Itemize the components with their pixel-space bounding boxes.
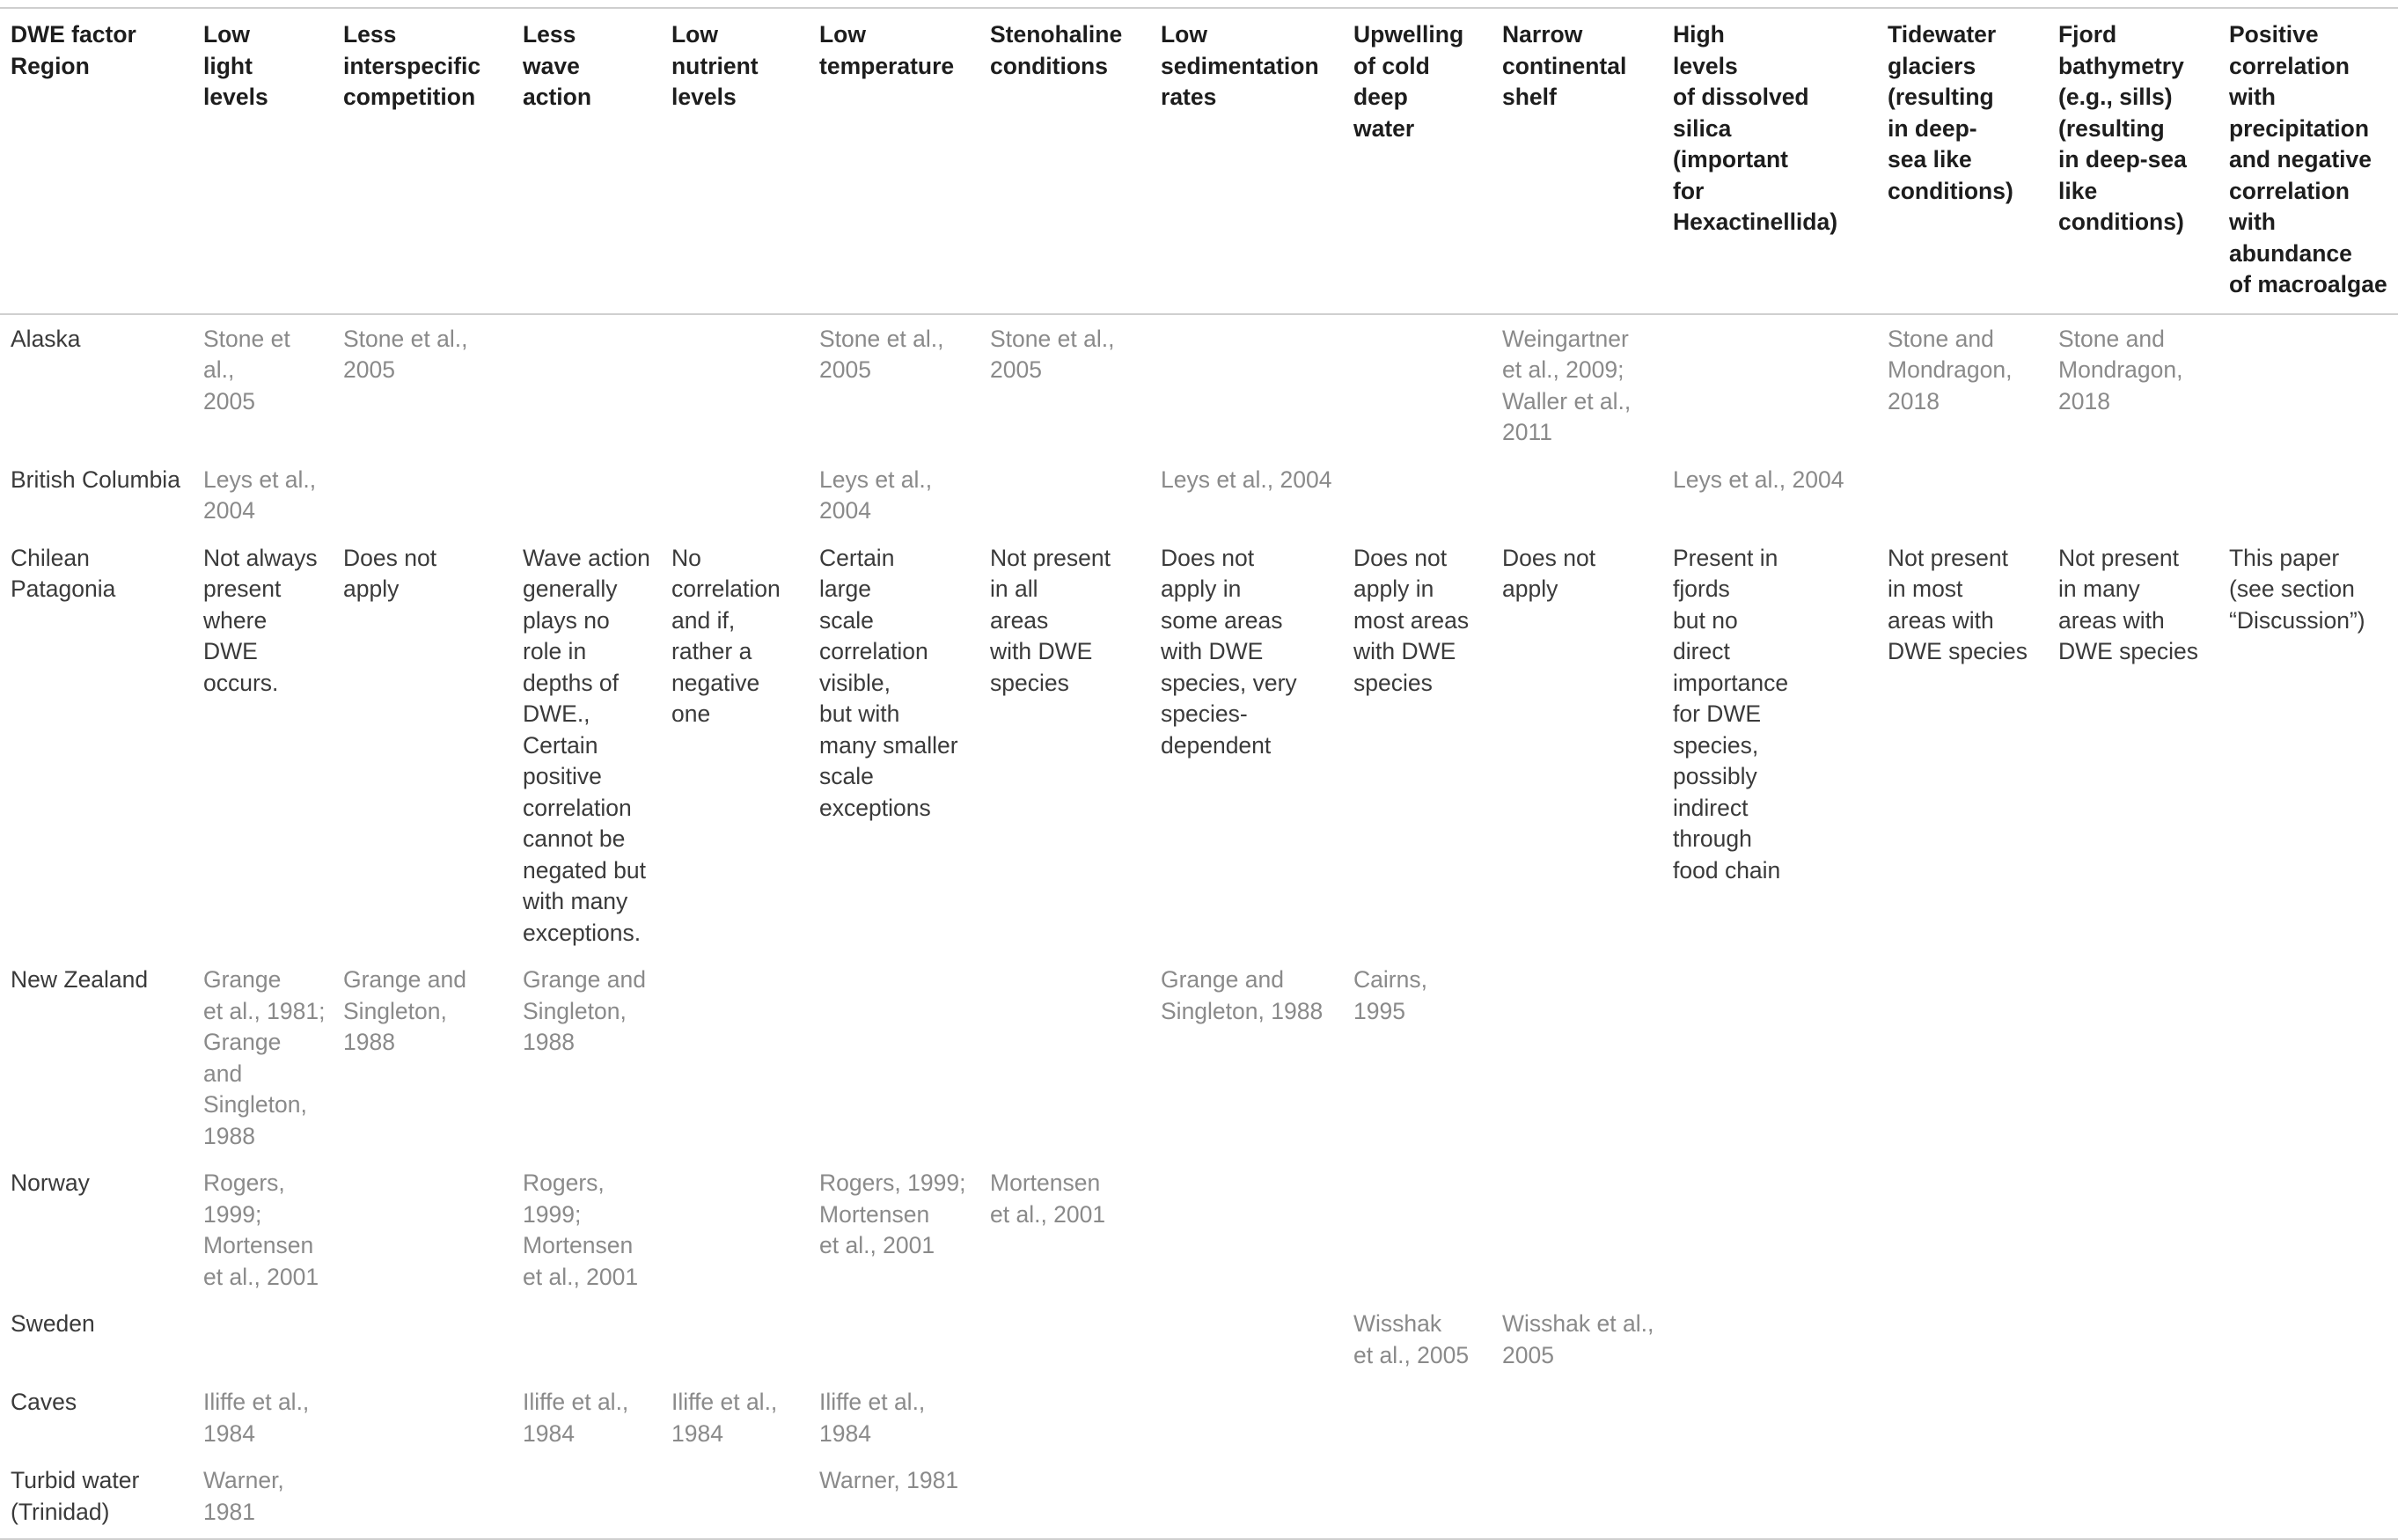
table-cell [2048,1159,2218,1300]
table-cell [661,456,809,534]
table-cell [1150,314,1343,456]
table-row [0,1456,2398,1539]
table-cell [193,1300,333,1378]
table-cell: Not always present where DWE occurs. [203,544,318,696]
table-cell: Does not apply in most areas with DWE species [1353,544,1470,696]
column-header: Stenohaline conditions [979,8,1150,314]
table-cell: Leys et al., 2004 [1161,466,1332,493]
region-cell: New Zealand [11,966,149,993]
dwe-factor-table-container [0,7,2398,1540]
table-cell: Iliffe et al., 1984 [671,1389,778,1447]
table-cell [661,956,809,1159]
table-cell [1877,456,2048,534]
table-cell: Not present in many areas with DWE species [2058,544,2199,664]
table-cell: Not present in most areas with DWE species [1888,544,2028,664]
table-cell [2218,456,2398,534]
column-header: Low sedimentation rates [1150,8,1343,314]
table-cell [1150,1456,1343,1539]
column-header: Fjord bathymetry (e.g., sills) (resulting in deep-sea like conditions) [2048,8,2218,314]
table-cell: Iliffe et al., 1984 [203,1389,310,1447]
table-cell [2218,1300,2398,1378]
column-header: Less interspecific competition [333,8,512,314]
table-cell [1662,956,1877,1159]
table-cell: Wisshak et al., 2005 [1502,1310,1654,1368]
table-cell [1877,1300,2048,1378]
table-cell [809,1300,979,1378]
column-header: Low nutrient levels [661,8,809,314]
table-cell: Warner, 1981 [809,1456,979,1539]
table-cell [1150,1300,1343,1378]
table-cell: Weingartner et al., 2009; Waller et al., 2011 [1502,325,1632,445]
table-row [0,456,2398,534]
column-header: High levels of dissolved silica (important for Hexactinellida) [1662,8,1877,314]
table-cell: No correlation and if, rather a negative one [671,544,781,727]
table-cell [1492,1159,1662,1300]
table-cell [2048,1378,2218,1456]
table-cell: Stone et al., 2005 [819,325,944,383]
table-cell: Stone and Mondragon, 2018 [2058,325,2183,414]
table-cell: Grange et al., 1981; Grange and Singleton, 1988 [203,966,326,1149]
table-cell: Does not apply [343,544,437,602]
table-cell [1343,1159,1492,1300]
table-cell [2218,314,2398,456]
table-cell: Leys et al., 2004 [203,466,317,524]
table-cell: This paper (see section “Discussion”) [2229,544,2365,634]
table-cell [809,956,979,1159]
table-cell: Stone et al., 2005 [990,325,1115,383]
table-cell [333,456,512,534]
table-cell [2218,1456,2398,1539]
table-cell [979,1300,1150,1378]
table-cell: Rogers, 1999; Mortensen et al., 2001 [203,1170,319,1290]
region-cell: Caves [11,1389,77,1415]
table-header [0,8,2398,314]
region-cell: Chilean Patagonia [11,544,116,602]
table-row [0,534,2398,957]
table-cell [1877,1456,2048,1539]
table-cell: Wisshak et al., 2005 [1353,1310,1470,1368]
region-cell: British Columbia [11,466,180,493]
table-cell [512,314,661,456]
table-cell [2218,1159,2398,1300]
column-header: Less wave action [512,8,661,314]
table-cell [1662,1159,1877,1300]
table-cell: Grange and Singleton, 1988 [1161,966,1324,1024]
region-cell: Norway [11,1170,90,1196]
table-cell: Leys et al., 2004 [819,466,933,524]
column-header: Narrow continental shelf [1492,8,1662,314]
region-cell: Alaska [11,325,81,352]
table-cell [1492,1378,1662,1456]
table-cell [661,1456,809,1539]
table-cell [1492,456,1662,534]
table-row [0,314,2398,456]
table-cell [1662,314,1877,456]
table-cell: Not present in all areas with DWE species [990,544,1111,696]
table-cell [2048,1300,2218,1378]
table-cell [2048,1456,2218,1539]
table-cell: Leys et al., 2004 [1673,466,1844,493]
table-cell: Grange and Singleton, 1988 [523,966,646,1055]
table-cell: Warner, 1981 [193,1456,333,1539]
table-cell: Stone et al., 2005 [343,325,468,383]
table-row [0,1378,2398,1456]
table-body [0,314,2398,1540]
table-cell [661,314,809,456]
table-cell [979,1456,1150,1539]
table-cell: Iliffe et al., 1984 [819,1389,926,1447]
table-row [0,956,2398,1159]
table-cell [2048,956,2218,1159]
table-cell: Grange and Singleton, 1988 [343,966,466,1055]
column-header: Positive correlation with precipitation and negative correlation with abundance of macroalgae [2218,8,2398,314]
table-cell [1343,314,1492,456]
table-cell [2218,1378,2398,1456]
table-cell: Certain large scale correlation visible, but with many smaller scale exceptions [819,544,958,821]
table-cell [1343,1456,1492,1539]
header-region-factor: DWE factor Region [0,8,193,314]
table-cell: Does not apply in some areas with DWE species, very species- dependent [1161,544,1297,759]
table-cell [1343,1378,1492,1456]
table-cell [1662,1456,1877,1539]
table-cell [512,1456,661,1539]
table-cell [1662,1378,1877,1456]
table-cell [512,1300,661,1378]
column-header: Low light levels [193,8,333,314]
table-cell: Wave action generally plays no role in depths of DWE., Certain positive correlation cannot be negated but with many exceptions. [523,544,650,946]
table-cell [1877,1159,2048,1300]
table-cell [1877,956,2048,1159]
table-row [0,1300,2398,1378]
table-cell: Does not apply [1502,544,1596,602]
header-row [0,8,2398,314]
table-cell [1150,1159,1343,1300]
table-cell [1492,1456,1662,1539]
column-header: Low temperature [809,8,979,314]
table-cell: Present in fjords but no direct importance for DWE species, possibly indirect through food chain [1673,544,1789,884]
table-cell [2048,456,2218,534]
region-cell: Sweden [11,1310,95,1337]
table-cell: Rogers, 1999; Mortensen et al., 2001 [819,1170,966,1258]
table-cell: Cairns, 1995 [1353,966,1427,1024]
table-cell [1343,456,1492,534]
table-cell [979,456,1150,534]
table-cell [333,1378,512,1456]
table-cell: Stone and Mondragon, 2018 [1888,325,2013,414]
table-cell [661,1159,809,1300]
region-cell: Turbid water (Trinidad) [0,1456,193,1539]
table-cell [2218,956,2398,1159]
table-cell: Rogers, 1999; Mortensen et al., 2001 [523,1170,639,1290]
table-cell: Stone et al., 2005 [203,325,290,414]
dwe-factor-table [0,7,2398,1540]
table-cell [333,1159,512,1300]
table-cell [1662,1300,1877,1378]
column-header: Tidewater glaciers (resulting in deep- sea like conditions) [1877,8,2048,314]
table-cell [512,456,661,534]
table-row [0,1159,2398,1300]
column-header: Upwelling of cold deep water [1343,8,1492,314]
table-cell [1877,1378,2048,1456]
table-cell [661,1300,809,1378]
table-cell: Mortensen et al., 2001 [990,1170,1106,1228]
table-cell [333,1300,512,1378]
table-cell [1492,956,1662,1159]
table-cell [979,1378,1150,1456]
table-cell [333,1456,512,1539]
table-cell [979,956,1150,1159]
table-cell: Iliffe et al., 1984 [523,1389,629,1447]
table-cell [1150,1378,1343,1456]
